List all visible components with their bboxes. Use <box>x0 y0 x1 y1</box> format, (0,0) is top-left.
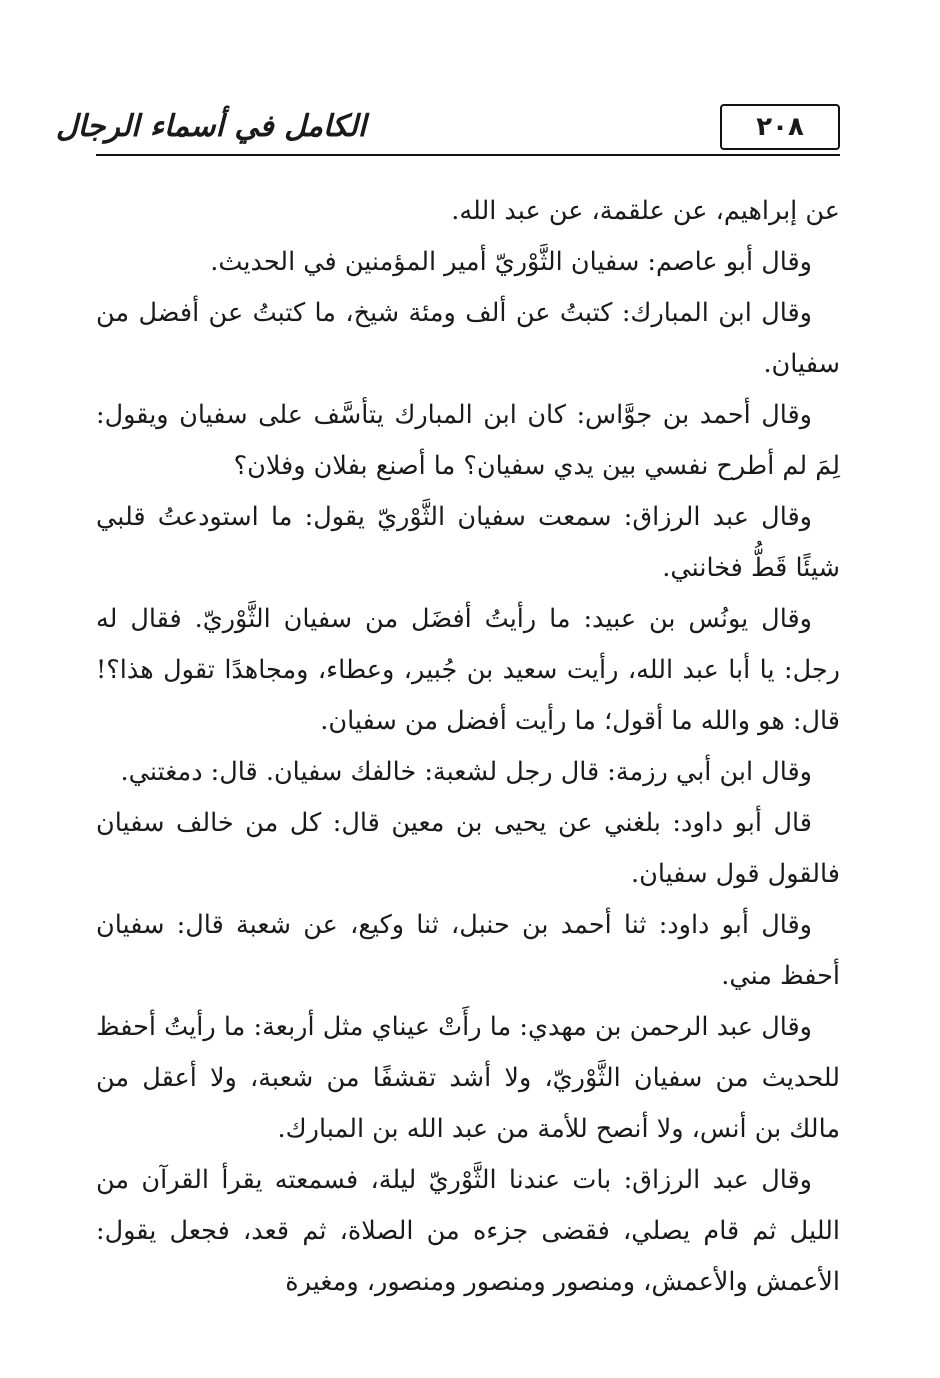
header-divider <box>96 154 840 156</box>
paragraph: وقال عبد الرزاق: بات عندنا الثَّوْريّ ليلة، فسمعته يقرأ القرآن من الليل ثم قام يصلي، فقضى جزءه من الصلاة، ثم قعد، فجعل يقول: الأعمش والأعمش، ومنصور ومنصور ومنصور، ومغيرة <box>96 1165 840 1297</box>
paragraph: وقال أحمد بن جوَّاس: كان ابن المبارك يتأسَّف على سفيان ويقول: لِمَ لم أطرح نفسي بين يدي سفيان؟ ما أصنع بفلان وفلان؟ <box>96 400 840 481</box>
paragraph: وقال ابن أبي رزمة: قال رجل لشعبة: خالفك سفيان. قال: دمغتني. <box>120 757 812 787</box>
paragraph: وقال ابن المبارك: كتبتُ عن ألف ومئة شيخ، ما كتبتُ عن أفضل من سفيان. <box>96 298 840 379</box>
paragraph: وقال أبو عاصم: سفيان الثَّوْريّ أمير المؤمنين في الحديث. <box>210 247 812 277</box>
page-body <box>96 186 840 1308</box>
page-number: ٢٠٨ <box>720 104 840 150</box>
paragraph: قال أبو داود: بلغني عن يحيى بن معين قال: كل من خالف سفيان فالقول قول سفيان. <box>96 808 840 889</box>
book-title: الكامل في أسماء الرجال <box>55 108 367 144</box>
paragraph: وقال أبو داود: ثنا أحمد بن حنبل، ثنا وكيع، عن شعبة قال: سفيان أحفظ مني. <box>96 910 840 991</box>
paragraph: وقال عبد الرزاق: سمعت سفيان الثَّوْريّ يقول: ما استودعتُ قلبي شيئًا قَطُّ فخانني. <box>96 502 840 583</box>
paragraph: عن إبراهيم، عن علقمة، عن عبد الله. <box>451 196 840 226</box>
paragraph: وقال يونُس بن عبيد: ما رأيتُ أفضَل من سفيان الثَّوْريّ. فقال له رجل: يا أبا عبد الله، رأيت سعيد بن جُبير، وعطاء، ومجاهدًا تقول هذا؟! قال: هو والله ما أقول؛ ما رأيت أفضل من سفيان. <box>96 604 840 736</box>
paragraph: وقال عبد الرحمن بن مهدي: ما رأَتْ عيناي مثل أربعة: ما رأيتُ أحفظ للحديث من سفيان الثَّوْريّ، ولا أشد تقشفًا من شعبة، ولا أعقل من مالك بن أنس، ولا أنصح للأمة من عبد الله بن المبارك. <box>96 1012 840 1144</box>
page-header <box>55 96 840 158</box>
